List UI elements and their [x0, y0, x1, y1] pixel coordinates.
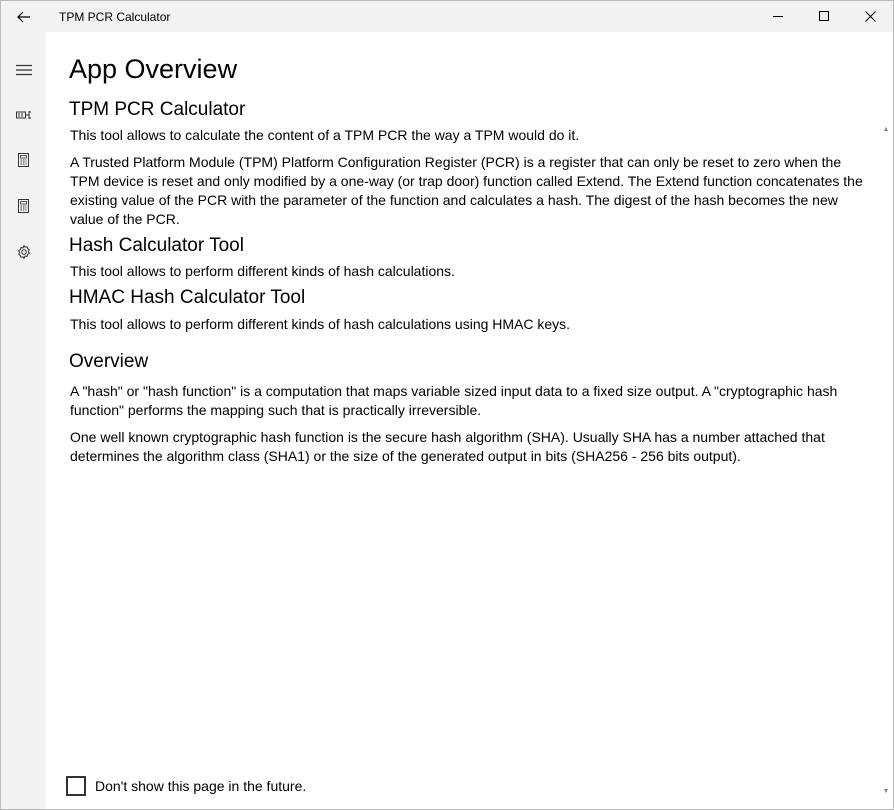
- title-bar: [1, 1, 893, 32]
- vertical-scrollbar[interactable]: [882, 126, 890, 796]
- gear-icon: [16, 244, 32, 260]
- hamburger-menu-button[interactable]: [1, 52, 46, 88]
- section-heading-hmac-hash-calculator-tool: HMAC Hash Calculator Tool: [69, 287, 306, 308]
- section-heading-tpm-pcr-calculator: TPM PCR Calculator: [69, 99, 246, 120]
- section-paragraph: This tool allows to calculate the content of a TPM PCR the way a TPM would do it.: [70, 127, 580, 143]
- window-controls: [755, 1, 893, 32]
- nav-item-hmac-calculator[interactable]: [1, 188, 46, 224]
- section-paragraph: This tool allows to perform different kinds of hash calculations using HMAC keys.: [70, 316, 571, 332]
- maximize-icon: [819, 11, 830, 22]
- dont-show-again-label: Don't show this page in the future.: [95, 778, 307, 794]
- calculator-icon: [18, 153, 30, 168]
- main-content: [46, 32, 893, 809]
- section-paragraph: A "hash" or "hash function" is a computation that maps variable sized input data to a fixed size output. A "cryptographic hash function" performs the mapping such that is practically irreversible.: [70, 383, 838, 418]
- nav-item-settings[interactable]: [1, 234, 46, 270]
- nav-item-hash-calculator[interactable]: [1, 142, 46, 178]
- dont-show-again-checkbox[interactable]: [66, 776, 86, 796]
- dont-show-again-option[interactable]: [66, 776, 306, 796]
- back-arrow-icon: [17, 11, 31, 23]
- section-heading-hash-calculator-tool: Hash Calculator Tool: [69, 235, 244, 256]
- hamburger-menu-icon: [16, 64, 32, 76]
- window-title: TPM PCR Calculator: [59, 9, 171, 24]
- section-paragraph: This tool allows to perform different kinds of hash calculations.: [70, 263, 455, 279]
- navigation-pane: [1, 32, 46, 809]
- calculator-icon: [18, 199, 30, 214]
- page-title: App Overview: [69, 54, 238, 84]
- section-paragraph: A Trusted Platform Module (TPM) Platform Configuration Register (PCR) is a register that can only be reset to zero when the TPM device is reset and only modified by a one-way (or trap door) function called Extend. The Extend function concatenates the existing value of the PCR with the parameter of the function and calculates a hash. The digest of the hash becomes the new value of the PCR.: [70, 154, 863, 227]
- maximize-button[interactable]: [801, 1, 847, 32]
- minimize-button[interactable]: [755, 1, 801, 32]
- pcr-calculator-icon: [16, 109, 32, 121]
- scroll-down-arrow-icon[interactable]: ▼: [882, 788, 890, 795]
- section-paragraph: One well known cryptographic hash function is the secure hash algorithm (SHA). Usually SHA has a number attached that determines the algorithm class (SHA1) or the size of the generated output in bits (SHA256 - 256 bits output).: [70, 429, 825, 464]
- nav-item-pcr-calculator[interactable]: [1, 97, 46, 133]
- back-button[interactable]: [1, 1, 47, 32]
- minimize-icon: [773, 11, 784, 22]
- scroll-up-arrow-icon[interactable]: ▲: [882, 126, 890, 133]
- close-button[interactable]: [847, 1, 893, 32]
- close-icon: [865, 11, 876, 22]
- section-heading-overview: Overview: [69, 351, 149, 372]
